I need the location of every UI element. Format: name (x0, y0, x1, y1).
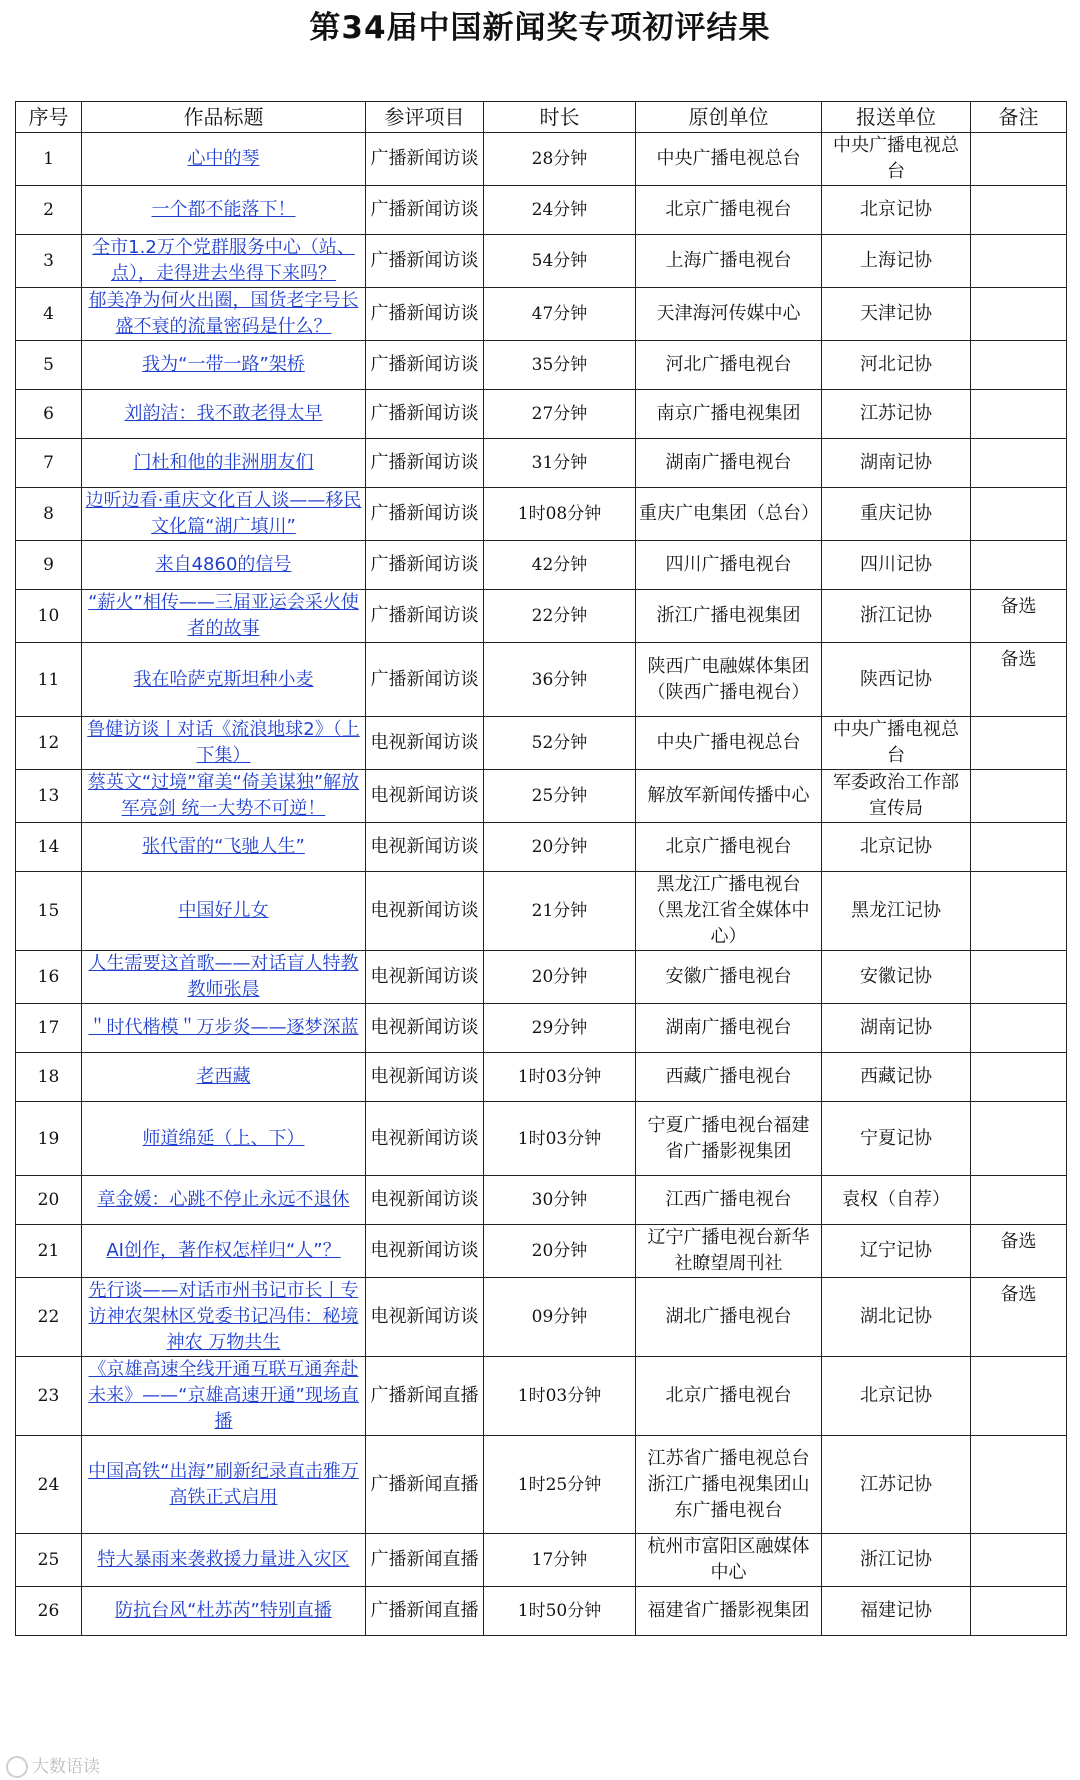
cell-submitting-unit: 上海记协 (822, 235, 971, 288)
cell-category: 广播新闻直播 (366, 1436, 484, 1534)
cell-submitting-unit: 宁夏记协 (822, 1102, 971, 1176)
table-row (16, 1053, 1067, 1102)
col-header-duration: 时长 (484, 102, 636, 133)
cell-work-title (82, 717, 366, 770)
cell-origin-unit: 河北广播电视台 (636, 341, 822, 390)
cell-note: 备选 (971, 1278, 1067, 1357)
cell-category: 电视新闻访谈 (366, 872, 484, 951)
work-title-link[interactable]: 先行谈——对话市州书记市长丨专访神农架林区党委书记冯伟：秘境神农 万物共生 (88, 1280, 359, 1353)
cell-duration: 17分钟 (484, 1534, 636, 1587)
table-row (16, 186, 1067, 235)
table-row (16, 872, 1067, 951)
cell-work-title (82, 1102, 366, 1176)
cell-submitting-unit: 江苏记协 (822, 390, 971, 439)
cell-duration: 1时08分钟 (484, 488, 636, 541)
cell-row-index: 8 (16, 488, 82, 541)
cell-row-index: 16 (16, 951, 82, 1004)
cell-note (971, 1534, 1067, 1587)
cell-origin-unit: 杭州市富阳区融媒体中心 (636, 1534, 822, 1587)
cell-category: 广播新闻访谈 (366, 288, 484, 341)
cell-work-title (82, 1436, 366, 1534)
cell-category: 广播新闻访谈 (366, 235, 484, 288)
table-row (16, 1225, 1067, 1278)
cell-origin-unit: 重庆广电集团（总台） (636, 488, 822, 541)
cell-row-index: 18 (16, 1053, 82, 1102)
cell-origin-unit: 黑龙江广播电视台（黑龙江省全媒体中心） (636, 872, 822, 951)
cell-category: 广播新闻访谈 (366, 439, 484, 488)
cell-duration: 1时50分钟 (484, 1587, 636, 1636)
col-header-origin-unit: 原创单位 (636, 102, 822, 133)
cell-submitting-unit: 北京记协 (822, 1357, 971, 1436)
cell-category: 电视新闻访谈 (366, 1053, 484, 1102)
cell-duration: 1时03分钟 (484, 1053, 636, 1102)
cell-row-index: 9 (16, 541, 82, 590)
cell-category: 广播新闻直播 (366, 1534, 484, 1587)
cell-submitting-unit: 西藏记协 (822, 1053, 971, 1102)
cell-row-index: 1 (16, 133, 82, 186)
cell-submitting-unit: 河北记协 (822, 341, 971, 390)
cell-duration: 27分钟 (484, 390, 636, 439)
cell-work-title (82, 1004, 366, 1053)
cell-origin-unit: 湖南广播电视台 (636, 439, 822, 488)
cell-work-title (82, 341, 366, 390)
cell-work-title (82, 1587, 366, 1636)
cell-origin-unit: 湖北广播电视台 (636, 1278, 822, 1357)
cell-origin-unit: 北京广播电视台 (636, 186, 822, 235)
cell-duration: 36分钟 (484, 643, 636, 717)
cell-submitting-unit: 浙江记协 (822, 590, 971, 643)
cell-note (971, 717, 1067, 770)
work-title-link[interactable]: 来自4860的信号 (155, 554, 292, 575)
cell-note (971, 1053, 1067, 1102)
work-title-link[interactable]: 老西藏 (196, 1066, 251, 1087)
cell-row-index: 19 (16, 1102, 82, 1176)
cell-note (971, 341, 1067, 390)
cell-duration: 54分钟 (484, 235, 636, 288)
cell-note (971, 1004, 1067, 1053)
cell-duration: 1时25分钟 (484, 1436, 636, 1534)
work-title-link[interactable]: 《京雄高速全线开通互联互通奔赴未来》——“京雄高速开通”现场直播 (88, 1359, 359, 1432)
cell-duration: 20分钟 (484, 1225, 636, 1278)
cell-row-index: 2 (16, 186, 82, 235)
cell-category: 电视新闻访谈 (366, 1225, 484, 1278)
cell-note (971, 951, 1067, 1004)
cell-note (971, 439, 1067, 488)
cell-duration: 29分钟 (484, 1004, 636, 1053)
col-header-title: 作品标题 (82, 102, 366, 133)
cell-work-title (82, 951, 366, 1004)
cell-category: 电视新闻访谈 (366, 1176, 484, 1225)
cell-work-title (82, 1278, 366, 1357)
cell-note (971, 288, 1067, 341)
cell-category: 广播新闻访谈 (366, 390, 484, 439)
table-row (16, 1534, 1067, 1587)
table-row (16, 1004, 1067, 1053)
cell-origin-unit: 浙江广播电视集团 (636, 590, 822, 643)
cell-note (971, 186, 1067, 235)
table-row (16, 1176, 1067, 1225)
work-title-link[interactable]: AI创作，著作权怎样归“人”？ (106, 1240, 341, 1261)
cell-row-index: 25 (16, 1534, 82, 1587)
cell-row-index: 12 (16, 717, 82, 770)
cell-note: 备选 (971, 1225, 1067, 1278)
work-title-link[interactable]: 特大暴雨来袭救援力量进入灾区 (97, 1549, 350, 1570)
cell-row-index: 24 (16, 1436, 82, 1534)
cell-category: 广播新闻访谈 (366, 341, 484, 390)
results-table (15, 101, 1067, 1636)
watermark-text: 大数语读 (32, 1757, 100, 1777)
cell-work-title (82, 1053, 366, 1102)
cell-origin-unit: 上海广播电视台 (636, 235, 822, 288)
table-row (16, 590, 1067, 643)
cell-origin-unit: 福建省广播影视集团 (636, 1587, 822, 1636)
cell-note (971, 541, 1067, 590)
cell-row-index: 14 (16, 823, 82, 872)
cell-origin-unit: 安徽广播电视台 (636, 951, 822, 1004)
work-title-link[interactable]: 我为“一带一路”架桥 (142, 354, 305, 375)
cell-row-index: 13 (16, 770, 82, 823)
table-row (16, 390, 1067, 439)
cell-origin-unit: 中央广播电视总台 (636, 717, 822, 770)
cell-category: 广播新闻访谈 (366, 133, 484, 186)
cell-work-title (82, 186, 366, 235)
cell-origin-unit: 天津海河传媒中心 (636, 288, 822, 341)
table-row (16, 1278, 1067, 1357)
cell-work-title (82, 439, 366, 488)
cell-note: 备选 (971, 590, 1067, 643)
cell-work-title (82, 590, 366, 643)
cell-note (971, 1436, 1067, 1534)
cell-duration: 20分钟 (484, 823, 636, 872)
cell-work-title (82, 390, 366, 439)
cell-note: 备选 (971, 643, 1067, 717)
table-row (16, 823, 1067, 872)
cell-category: 广播新闻访谈 (366, 186, 484, 235)
cell-duration: 31分钟 (484, 439, 636, 488)
table-row (16, 541, 1067, 590)
cell-origin-unit: 江苏省广播电视总台浙江广播电视集团山东广播电视台 (636, 1436, 822, 1534)
work-title-link[interactable]: 师道绵延（上、下） (142, 1127, 305, 1149)
table-row (16, 951, 1067, 1004)
cell-submitting-unit: 军委政治工作部宣传局 (822, 770, 971, 823)
table-row (16, 1436, 1067, 1534)
cell-duration: 22分钟 (484, 590, 636, 643)
work-title-link[interactable]: 全市1.2万个党群服务中心（站、点），走得进去坐得下来吗？ (92, 237, 355, 284)
table-row (16, 1102, 1067, 1176)
cell-submitting-unit: 安徽记协 (822, 951, 971, 1004)
cell-submitting-unit: 重庆记协 (822, 488, 971, 541)
cell-submitting-unit: 中央广播电视总台 (822, 717, 971, 770)
table-row (16, 133, 1067, 186)
work-title-link[interactable]: 门杜和他的非洲朋友们 (133, 452, 314, 473)
cell-category: 电视新闻访谈 (366, 770, 484, 823)
work-title-link[interactable]: 蔡英文“过境”窜美“倚美谋独”解放军亮剑 统一大势不可逆！ (87, 772, 360, 819)
cell-work-title (82, 770, 366, 823)
page-title: 第34届中国新闻奖专项初评结果 (309, 10, 771, 46)
work-title-link[interactable]: 中国好儿女 (178, 900, 269, 921)
cell-duration: 47分钟 (484, 288, 636, 341)
work-title-link[interactable]: 鲁健访谈丨对话《流浪地球2》（上下集） (87, 719, 360, 766)
cell-note (971, 1102, 1067, 1176)
cell-submitting-unit: 北京记协 (822, 823, 971, 872)
table-row (16, 488, 1067, 541)
work-title-link[interactable]: 中国高铁“出海”刷新纪录直击雅万高铁正式启用 (88, 1460, 359, 1508)
cell-duration: 09分钟 (484, 1278, 636, 1357)
cell-row-index: 3 (16, 235, 82, 288)
cell-note (971, 823, 1067, 872)
cell-category: 电视新闻访谈 (366, 1004, 484, 1053)
cell-work-title (82, 1176, 366, 1225)
work-title-link[interactable]: 郁美净为何火出圈，国货老字号长盛不衰的流量密码是什么？ (88, 290, 359, 337)
cell-note (971, 390, 1067, 439)
cell-work-title (82, 643, 366, 717)
cell-work-title (82, 1225, 366, 1278)
work-title-link[interactable]: 一个都不能落下！ (151, 199, 296, 220)
cell-category: 广播新闻访谈 (366, 541, 484, 590)
table-row (16, 1587, 1067, 1636)
work-title-link[interactable]: 我在哈萨克斯坦种小麦 (133, 668, 314, 690)
work-title-link[interactable]: 章金媛：心跳不停止永远不退休 (97, 1189, 350, 1210)
cell-submitting-unit: 陕西记协 (822, 643, 971, 717)
cell-submitting-unit: 湖南记协 (822, 1004, 971, 1053)
cell-row-index: 4 (16, 288, 82, 341)
cell-row-index: 5 (16, 341, 82, 390)
cell-category: 广播新闻直播 (366, 1357, 484, 1436)
cell-row-index: 20 (16, 1176, 82, 1225)
table-row (16, 235, 1067, 288)
cell-row-index: 17 (16, 1004, 82, 1053)
cell-origin-unit: 北京广播电视台 (636, 1357, 822, 1436)
table-row (16, 341, 1067, 390)
cell-duration: 21分钟 (484, 872, 636, 951)
cell-origin-unit: 宁夏广播电视台福建省广播影视集团 (636, 1102, 822, 1176)
cell-row-index: 6 (16, 390, 82, 439)
table-row (16, 1357, 1067, 1436)
cell-submitting-unit: 中央广播电视总台 (822, 133, 971, 186)
cell-duration: 25分钟 (484, 770, 636, 823)
cell-duration: 20分钟 (484, 951, 636, 1004)
cell-note (971, 770, 1067, 823)
cell-origin-unit: 南京广播电视集团 (636, 390, 822, 439)
table-row (16, 288, 1067, 341)
table-row (16, 717, 1067, 770)
cell-origin-unit: 西藏广播电视台 (636, 1053, 822, 1102)
cell-work-title (82, 133, 366, 186)
col-header-index: 序号 (16, 102, 82, 133)
cell-submitting-unit: 天津记协 (822, 288, 971, 341)
table-row (16, 643, 1067, 717)
table-row (16, 439, 1067, 488)
cell-note (971, 1176, 1067, 1225)
cell-duration: 24分钟 (484, 186, 636, 235)
cell-duration: 52分钟 (484, 717, 636, 770)
cell-duration: 1时03分钟 (484, 1102, 636, 1176)
cell-duration: 28分钟 (484, 133, 636, 186)
cell-row-index: 26 (16, 1587, 82, 1636)
work-title-link[interactable]: 边听边看·重庆文化百人谈——移民文化篇“湖广填川” (85, 490, 362, 537)
cell-note (971, 133, 1067, 186)
cell-submitting-unit: 辽宁记协 (822, 1225, 971, 1278)
cell-note (971, 1357, 1067, 1436)
cell-origin-unit: 江西广播电视台 (636, 1176, 822, 1225)
cell-category: 电视新闻访谈 (366, 951, 484, 1004)
cell-origin-unit: 四川广播电视台 (636, 541, 822, 590)
cell-submitting-unit: 湖南记协 (822, 439, 971, 488)
cell-work-title (82, 288, 366, 341)
cell-row-index: 7 (16, 439, 82, 488)
cell-note (971, 872, 1067, 951)
cell-origin-unit: 辽宁广播电视台新华社瞭望周刊社 (636, 1225, 822, 1278)
cell-duration: 35分钟 (484, 341, 636, 390)
cell-row-index: 11 (16, 643, 82, 717)
cell-submitting-unit: 黑龙江记协 (822, 872, 971, 951)
cell-category: 电视新闻访谈 (366, 717, 484, 770)
cell-work-title (82, 872, 366, 951)
cell-row-index: 23 (16, 1357, 82, 1436)
cell-origin-unit: 解放军新闻传播中心 (636, 770, 822, 823)
col-header-submitting-unit: 报送单位 (822, 102, 971, 133)
cell-category: 广播新闻访谈 (366, 643, 484, 717)
cell-category: 广播新闻访谈 (366, 590, 484, 643)
watermark (6, 1752, 100, 1778)
cell-origin-unit: 中央广播电视总台 (636, 133, 822, 186)
work-title-link[interactable]: 人生需要这首歌——对话盲人特教教师张晨 (88, 953, 359, 1000)
work-title-link[interactable]: 刘韵洁：我不敢老得太早 (124, 403, 323, 424)
cell-category: 电视新闻访谈 (366, 823, 484, 872)
cell-work-title (82, 541, 366, 590)
cell-work-title (82, 488, 366, 541)
col-header-note: 备注 (971, 102, 1067, 133)
cell-duration: 30分钟 (484, 1176, 636, 1225)
cell-category: 广播新闻访谈 (366, 488, 484, 541)
work-title-link[interactable]: “薪火”相传——三届亚运会采火使者的故事 (88, 592, 359, 639)
table-header-row (16, 102, 1067, 133)
cell-work-title (82, 1534, 366, 1587)
cell-row-index: 22 (16, 1278, 82, 1357)
cell-category: 广播新闻直播 (366, 1587, 484, 1636)
watermark-logo-icon (6, 1756, 28, 1778)
cell-row-index: 15 (16, 872, 82, 951)
cell-row-index: 10 (16, 590, 82, 643)
cell-origin-unit: 湖南广播电视台 (636, 1004, 822, 1053)
cell-submitting-unit: 四川记协 (822, 541, 971, 590)
cell-duration: 42分钟 (484, 541, 636, 590)
cell-submitting-unit: 北京记协 (822, 186, 971, 235)
work-title-link[interactable]: 防抗台风“杜苏芮”特别直播 (115, 1600, 332, 1621)
cell-duration: 1时03分钟 (484, 1357, 636, 1436)
cell-submitting-unit: 浙江记协 (822, 1534, 971, 1587)
cell-submitting-unit: 湖北记协 (822, 1278, 971, 1357)
cell-origin-unit: 北京广播电视台 (636, 823, 822, 872)
cell-submitting-unit: 福建记协 (822, 1587, 971, 1636)
cell-work-title (82, 823, 366, 872)
table-row (16, 770, 1067, 823)
cell-note (971, 235, 1067, 288)
cell-note (971, 488, 1067, 541)
cell-category: 电视新闻访谈 (366, 1102, 484, 1176)
cell-row-index: 21 (16, 1225, 82, 1278)
cell-work-title (82, 235, 366, 288)
cell-category: 电视新闻访谈 (366, 1278, 484, 1357)
work-title-link[interactable]: 心中的琴 (187, 148, 260, 169)
work-title-link[interactable]: 张代雷的“飞驰人生” (142, 836, 305, 857)
cell-origin-unit: 陕西广电融媒体集团（陕西广播电视台） (636, 643, 822, 717)
cell-submitting-unit: 袁权（自荐） (822, 1176, 971, 1225)
cell-note (971, 1587, 1067, 1636)
work-title-link[interactable]: ＂时代楷模＂万步炎——逐梦深蓝 (88, 1017, 359, 1038)
cell-work-title (82, 1357, 366, 1436)
cell-submitting-unit: 江苏记协 (822, 1436, 971, 1534)
col-header-category: 参评项目 (366, 102, 484, 133)
